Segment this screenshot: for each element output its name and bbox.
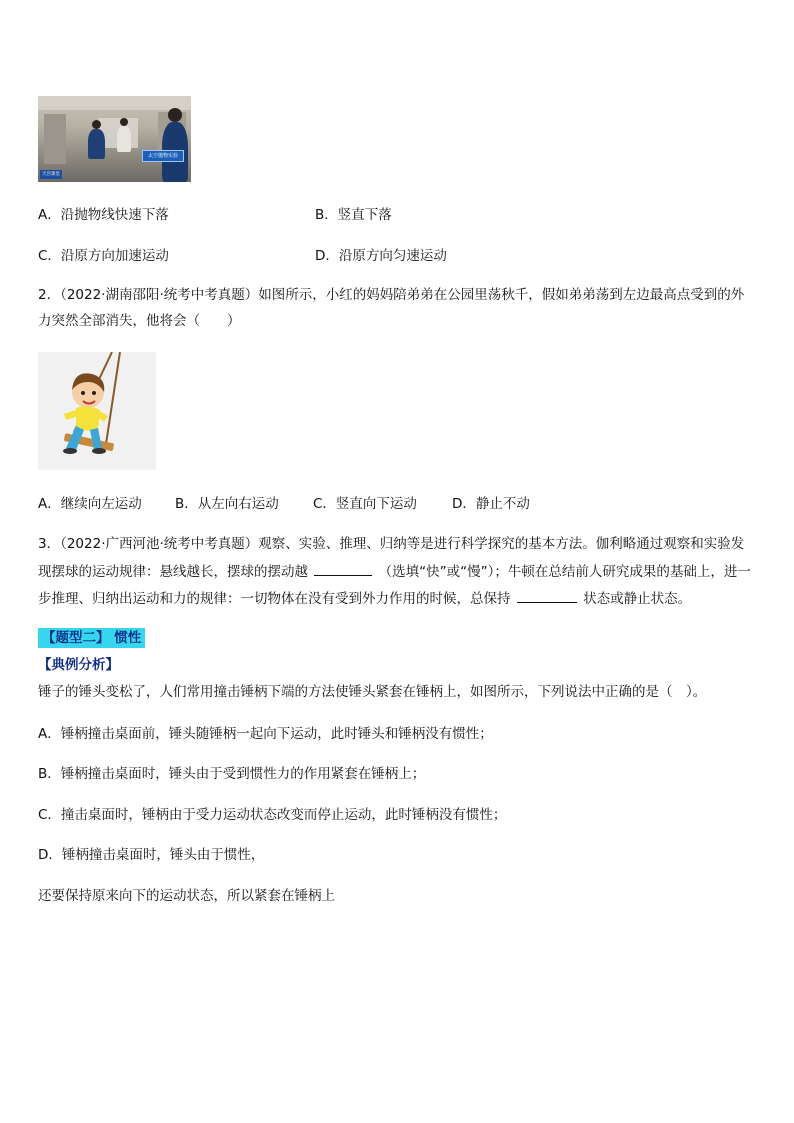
q4-option-c: C．撞击桌面时，锤柄由于受力运动状态改变而停止运动，此时锤柄没有惯性； bbox=[38, 807, 507, 823]
q4-stem: 锤子的锤头变松了，人们常用撞击锤柄下端的方法使锤头紧套在锤柄上，如图所示，下列说法中正确的是（ ）。 bbox=[38, 684, 707, 700]
section-tag: 【题型二】 惯性 bbox=[38, 628, 145, 648]
q4-option-d-continued: 还要保持原来向下的运动状态，所以紧套在锤柄上 bbox=[38, 888, 335, 904]
q2-option-a: A．继续向左运动 bbox=[38, 496, 142, 512]
q2-option-b: B．从左向右运动 bbox=[175, 496, 279, 512]
q3-blank-1[interactable] bbox=[314, 561, 372, 576]
q2-option-d: D．静止不动 bbox=[452, 496, 530, 512]
q1-option-c: C．沿原方向加速运动 bbox=[38, 248, 169, 264]
q2-stem-line1: 2．（2022·湖南邵阳·统考中考真题）如图所示，小红的妈妈陪弟弟在公园里荡秋千，假如弟弟荡到左边最高点受到的外 bbox=[38, 287, 745, 303]
q3-line2-text-a: 现摆球的运动规律：悬线越长，摆球的摆动越 bbox=[38, 564, 308, 580]
swing-boy-illustration bbox=[38, 352, 156, 470]
q1-option-b: B．竖直下落 bbox=[315, 207, 392, 223]
q1-option-a: A．沿抛物线快速下落 bbox=[38, 207, 169, 223]
q3-blank-2[interactable] bbox=[517, 588, 577, 603]
photo-corner-logo: 天宫课堂 bbox=[42, 172, 60, 177]
q4-option-a: A．锤柄撞击桌面前，锤头随锤柄一起向下运动，此时锤头和锤柄没有惯性； bbox=[38, 726, 493, 742]
q3-line3-text-a: 步推理、归纳出运动和力的规律：一切物体在没有受到外力作用的时候，总保持 bbox=[38, 591, 511, 607]
q4-option-b: B．锤柄撞击桌面时，锤头由于受到惯性力的作用紧套在锤柄上； bbox=[38, 766, 426, 782]
q3-line2-text-b: （选填“快”或“慢”）；牛顿在总结前人研究成果的基础上，进一 bbox=[378, 564, 751, 580]
q2-stem-line2: 力突然全部消失，他将会（ ） bbox=[38, 313, 241, 329]
q3-stem-line3 bbox=[38, 588, 691, 609]
q3-stem-line1: 3．（2022·广西河池·统考中考真题）观察、实验、推理、归纳等是进行科学探究的基本方法。伽利略通过观察和实验发 bbox=[38, 536, 745, 552]
q3-stem-line2 bbox=[38, 561, 751, 582]
q2-option-c: C．竖直向下运动 bbox=[313, 496, 417, 512]
q3-line3-text-b: 状态或静止状态。 bbox=[583, 591, 692, 607]
section-subtag: 【典例分析】 bbox=[38, 657, 119, 673]
q4-option-d: D．锤柄撞击桌面时，锤头由于惯性， bbox=[38, 847, 265, 863]
space-station-photo bbox=[38, 96, 191, 182]
q1-option-d: D．沿原方向匀速运动 bbox=[315, 248, 447, 264]
photo-banner: 太空抛物实验 bbox=[142, 150, 184, 162]
